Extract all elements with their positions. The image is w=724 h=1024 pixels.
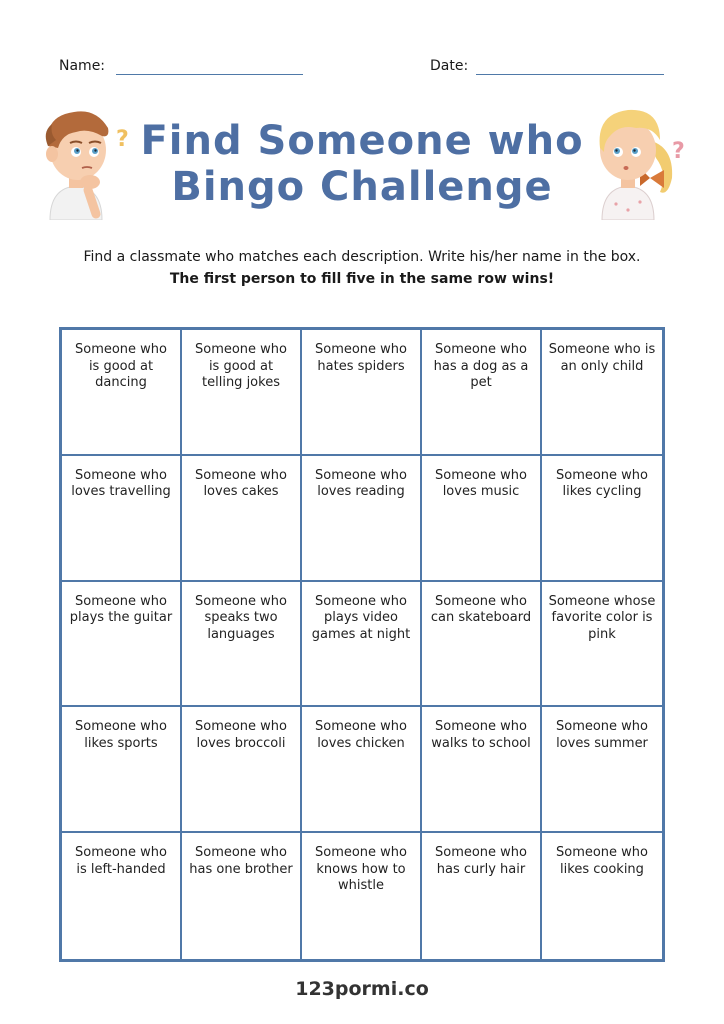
bingo-cell[interactable] xyxy=(182,456,302,582)
bingo-cell-prompt: Someone who walks to school xyxy=(431,719,531,751)
bingo-cell[interactable] xyxy=(422,456,542,582)
instructions-text: Find a classmate who matches each description. Write his/her name in the box. xyxy=(83,249,641,265)
bingo-cell[interactable] xyxy=(542,707,662,833)
bingo-cell-prompt: Someone who plays the guitar xyxy=(69,593,173,626)
bingo-cell[interactable] xyxy=(182,330,302,456)
bingo-cell-prompt: Someone who loves summer xyxy=(555,719,648,751)
date-label: Date: xyxy=(430,58,469,74)
bingo-cell-prompt: Someone who likes sports xyxy=(74,719,167,751)
name-label: Name: xyxy=(59,58,106,74)
bingo-cell-prompt: Someone who loves chicken xyxy=(314,719,407,751)
bingo-cell-prompt: Someone who speaks two languages xyxy=(194,593,287,642)
thinking-girl-icon xyxy=(590,100,696,220)
bingo-cell[interactable] xyxy=(62,582,182,708)
bingo-cell[interactable] xyxy=(302,707,422,833)
bingo-cell[interactable] xyxy=(62,707,182,833)
svg-text:?: ? xyxy=(672,139,685,164)
thinking-boy-icon xyxy=(36,102,134,220)
bingo-cell[interactable] xyxy=(182,582,302,708)
bingo-cell-prompt: Someone who loves travelling xyxy=(71,467,171,500)
bingo-cell-prompt: Someone who likes cooking xyxy=(555,845,648,877)
svg-text:?: ? xyxy=(116,127,129,152)
bingo-grid xyxy=(59,327,665,962)
win-rule-text: The first person to fill five in the same row wins! xyxy=(169,271,555,287)
bingo-cell[interactable] xyxy=(62,456,182,582)
bingo-cell[interactable] xyxy=(542,456,662,582)
bingo-cell-prompt: Someone who is an only child xyxy=(548,342,656,374)
bingo-cell-prompt: Someone who is good at dancing xyxy=(74,342,167,390)
bingo-cell-prompt: Someone whose favorite color is pink xyxy=(548,593,656,642)
title-line-2: Bingo Challenge xyxy=(171,164,553,210)
bingo-cell[interactable] xyxy=(302,833,422,959)
bingo-cell-prompt: Someone who has one brother xyxy=(189,845,293,877)
bingo-cell-prompt: Someone who has curly hair xyxy=(434,845,527,877)
bingo-cell[interactable] xyxy=(422,833,542,959)
bingo-cell[interactable] xyxy=(182,833,302,959)
bingo-cell[interactable] xyxy=(542,582,662,708)
bingo-cell[interactable] xyxy=(422,582,542,708)
bingo-cell-prompt: Someone who has a dog as a pet xyxy=(433,342,529,390)
bingo-cell[interactable] xyxy=(302,582,422,708)
page-title xyxy=(140,118,584,210)
bingo-cell[interactable] xyxy=(302,456,422,582)
bingo-cell[interactable] xyxy=(422,330,542,456)
bingo-cell-prompt: Someone who loves broccoli xyxy=(194,719,287,751)
site-footer: 123pormi.co xyxy=(295,978,429,1000)
bingo-cell-prompt: Someone who is good at telling jokes xyxy=(194,342,287,390)
bingo-cell-prompt: Someone who plays video games at night xyxy=(311,593,411,642)
bingo-cell-prompt: Someone who is left-handed xyxy=(74,845,167,877)
bingo-cell-prompt: Someone who can skateboard xyxy=(430,593,532,626)
date-field[interactable] xyxy=(476,74,664,75)
bingo-cell[interactable] xyxy=(542,833,662,959)
bingo-cell[interactable] xyxy=(542,330,662,456)
instructions xyxy=(20,246,704,290)
bingo-cell[interactable] xyxy=(302,330,422,456)
bingo-cell-prompt: Someone who loves cakes xyxy=(194,467,287,500)
bingo-cell-prompt: Someone who loves music xyxy=(434,467,527,500)
bingo-cell[interactable] xyxy=(182,707,302,833)
bingo-cell-prompt: Someone who likes cycling xyxy=(555,467,648,500)
bingo-cell-prompt: Someone who knows how to whistle xyxy=(314,845,407,894)
bingo-cell[interactable] xyxy=(62,330,182,456)
bingo-cell[interactable] xyxy=(422,707,542,833)
title-line-1: Find Someone who xyxy=(140,118,584,164)
name-field[interactable] xyxy=(116,74,303,75)
bingo-cell-prompt: Someone who hates spiders xyxy=(314,342,407,374)
bingo-cell-prompt: Someone who loves reading xyxy=(314,467,407,500)
bingo-cell[interactable] xyxy=(62,833,182,959)
